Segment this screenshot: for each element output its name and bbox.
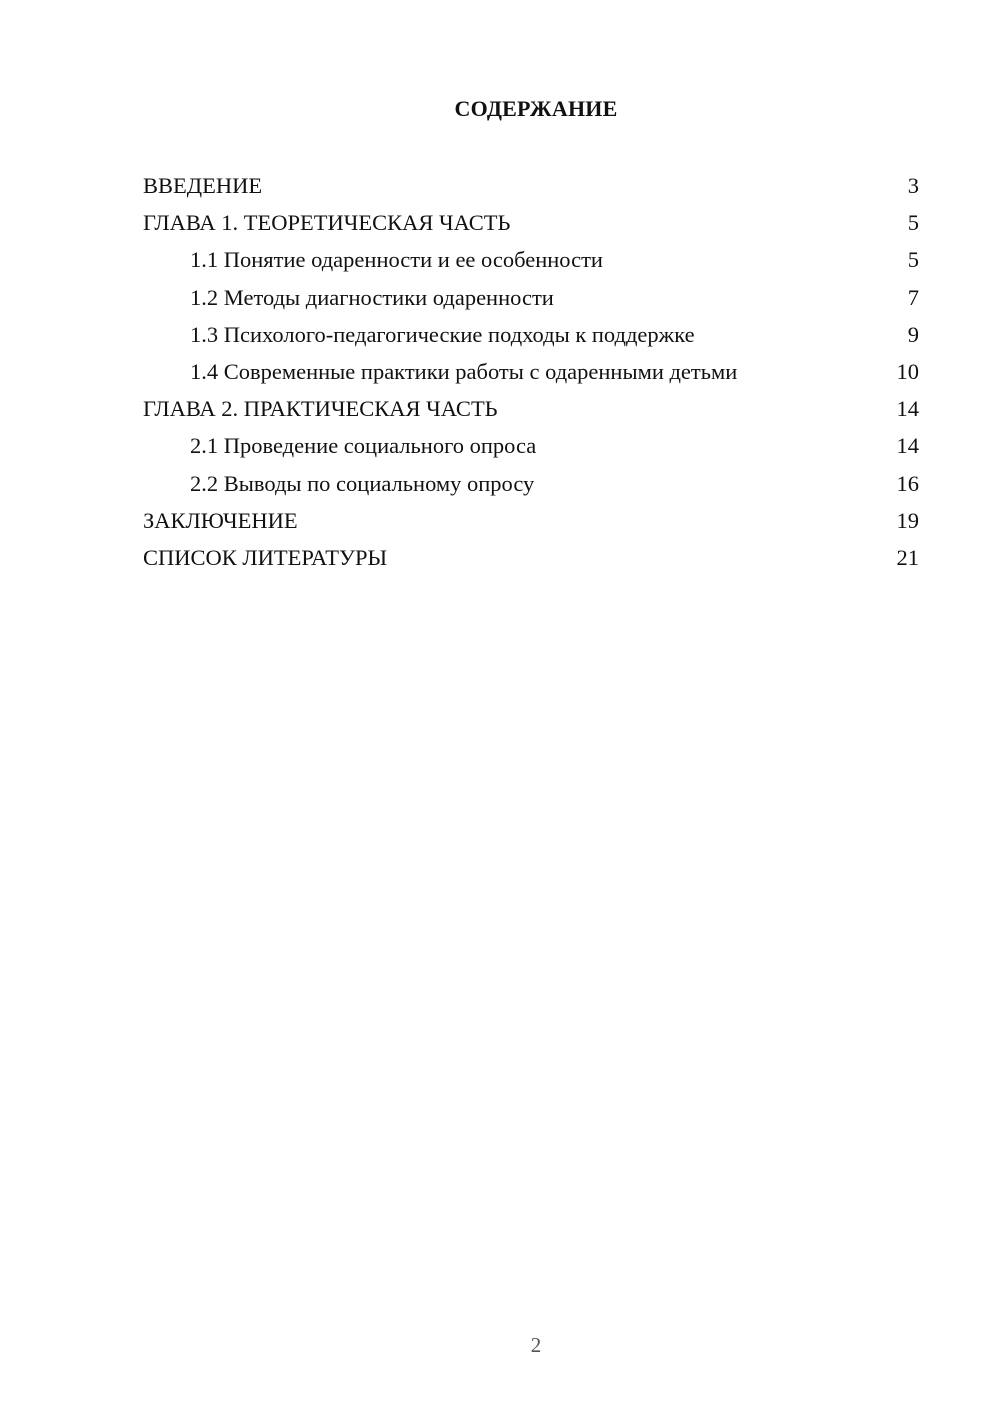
toc-entry-page: 3 bbox=[907, 173, 919, 198]
toc-entry-label: СПИСОК ЛИТЕРАТУРЫ bbox=[143, 544, 388, 570]
toc-entry-section-1-2 bbox=[143, 279, 919, 316]
toc-entry-label: ЗАКЛЮЧЕНИЕ bbox=[143, 507, 298, 533]
toc-entry-page: 16 bbox=[896, 470, 919, 496]
page-number: 2 bbox=[530, 1333, 542, 1357]
toc-entry-label: ГЛАВА 2. ПРАКТИЧЕСКАЯ ЧАСТЬ bbox=[143, 396, 498, 422]
toc-entry-page: 5 bbox=[907, 247, 919, 273]
toc-entry-page: 7 bbox=[907, 284, 919, 310]
toc-title: СОДЕРЖАНИЕ bbox=[454, 96, 618, 121]
toc-entry-page: 14 bbox=[896, 433, 919, 459]
toc-entry-section-1-1 bbox=[143, 241, 919, 278]
toc-entry-page: 10 bbox=[896, 358, 919, 384]
toc-entry-label: 1.4 Современные практики работы с одаренными детьми bbox=[190, 358, 738, 384]
toc-entry-page: 21 bbox=[896, 544, 919, 570]
toc-entry-label: 1.2 Методы диагностики одаренности bbox=[190, 284, 554, 310]
toc-entry-conclusion bbox=[143, 502, 919, 539]
toc-entry-label: 1.3 Психолого-педагогические подходы к поддержке bbox=[190, 321, 695, 347]
toc-entry-page: 9 bbox=[907, 321, 919, 347]
toc-entry-label: ГЛАВА 1. ТЕОРЕТИЧЕСКАЯ ЧАСТЬ bbox=[143, 210, 511, 236]
toc-entry-section-2-1 bbox=[143, 427, 919, 464]
toc-entry-page: 5 bbox=[907, 210, 919, 236]
toc-entry-label: 2.2 Выводы по социальному опросу bbox=[190, 470, 535, 496]
toc-entry-introduction bbox=[143, 167, 919, 204]
toc-entry-chapter-2 bbox=[143, 390, 919, 427]
toc-entry-page: 14 bbox=[896, 396, 919, 422]
toc-entry-label: ВВЕДЕНИЕ bbox=[143, 173, 263, 198]
toc-entry-section-2-2 bbox=[143, 465, 919, 502]
toc-entry-chapter-1 bbox=[143, 204, 919, 241]
toc-entry-section-1-3 bbox=[143, 316, 919, 353]
toc-entry-references bbox=[143, 539, 919, 576]
toc-entry-label: 1.1 Понятие одаренности и ее особенности bbox=[190, 247, 603, 273]
toc-entry-page: 19 bbox=[896, 507, 919, 533]
toc-entry-section-1-4 bbox=[143, 353, 919, 390]
table-of-contents bbox=[143, 167, 919, 576]
toc-entry-label: 2.1 Проведение социального опроса bbox=[190, 433, 537, 459]
